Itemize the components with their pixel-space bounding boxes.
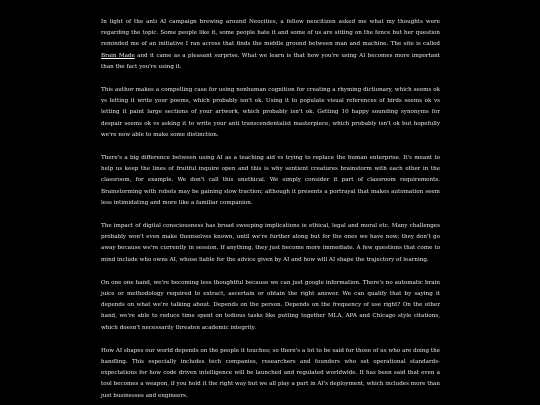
paragraph-intro	[101, 17, 440, 73]
paragraph-compelling-case: This author makes a compelling case for using nonhuman cognition for creating a rhyming dictionary, which seems ok vs letting it write your poems, which probably isn't ok. Using it to populate visual references of birds seems ok vs letting it paint large sections of your artwork, which probably isn't ok. Getting 10 happy sounding synonyms for despair seems ok vs asking it to write your anti transcendentalist masterpiece, which probably isn't ok but hopefully we're now able to make some distinction.	[101, 87, 440, 138]
paragraph-less-thoughtful: On one one hand, we're becoming less thoughtful because we can just google information. There's no automatic brain juice or methodology required to extract, ascertain or obtain the right answer. We can qualify that by saying it depends on what we're talking about. Depends on the person. Depends on the frequency of use right? On the other hand, we're able to reduce time spent on tedious tasks like putting together MLA, APA and Chicago style citations, which doesn't necessarily threaten academic integrity.	[101, 279, 440, 331]
brain-made-link[interactable]: Brain Made	[101, 52, 135, 59]
intro-text-end: and it came as a pleasant surprise. What we learn is that how you're using AI becomes more important than the fact you're using it.	[101, 52, 440, 70]
paragraph-digital-consciousness: The impact of digital consciousness has broad sweeping implications ie ethical, legal and moral etc. Many challenges probably won't even make themselves known, until we're further along but for the ones we have now; they don't go away because we're currently in session. If anything, they just become more immediate. A few questions that come to mind include who owns AI, whose liable for the advice given by AI and how will AI shape the trajectory of learning.	[101, 223, 440, 263]
paragraph-shapes-our-world: How AI shapes our world depends on the people it touches; so there's a lot to be said for those of us who are doing the handling. This especially includes tech companies, researchers and founders who set operational standards- expectations for how code driven intelligence will be launched and regulated worldwide. It has been said that even a tool becomes a weapon, if you hold it the right way but we all play a part in AI's deployment, which includes more than just businesses and engineers.	[101, 347, 440, 399]
article-body	[101, 17, 440, 402]
intro-text-start: In light of the anti AI campaign brewing around Neocities, a fellow neocitizen asked me what my thoughts were regarding the topic. Some people like it, some people hate it and some of us are sitting on the fence but her question reminded me of an initiative I ran across that finds the middle ground between man and machine. The site is called	[101, 19, 440, 48]
paragraph-teaching-aid: There's a big difference between using AI as a teaching aid vs trying to replace the human enterprise. It's meant to help us keep the lines of fruitful inquire open and this is why sentient creatures brainstorm with each other in the classroom, for example. We don't call this unethical. We simply consider it part of classroom requirements. Brainstorming with robots may be gaining slow traction; although it presents a portrayal that makes automation seem less intimidating and more like a familiar companion.	[101, 155, 440, 206]
